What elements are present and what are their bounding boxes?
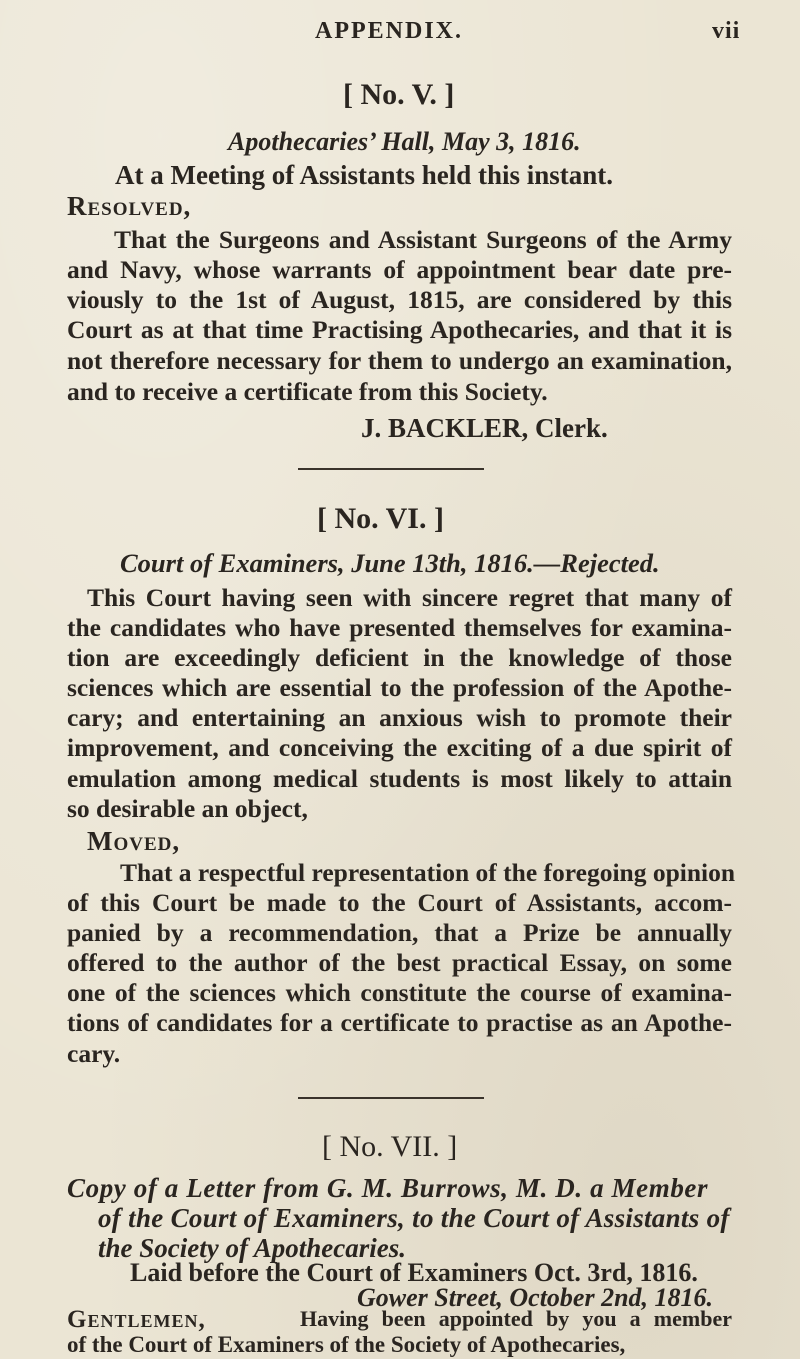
section-vi-moved-line-7: cary.: [67, 1039, 121, 1068]
page-number: vii: [712, 18, 741, 44]
section-divider: [298, 1097, 484, 1099]
section-v-date-line: Apothecaries’ Hall, May 3, 1816.: [228, 127, 581, 156]
section-vii-title-line-3: the Society of Apothecaries.: [98, 1233, 406, 1263]
section-v-line-2: and Navy, whose warrants of appointment bear date pre-: [67, 255, 732, 284]
section-v-signature: J. BACKLER, Clerk.: [361, 413, 608, 443]
section-vi-moved-line-4: offered to the author of the best practical Essay, on some: [67, 948, 732, 977]
section-number-vii: [ No. VII. ]: [322, 1130, 458, 1163]
section-vii-laid-line: Laid before the Court of Examiners Oct. 3rd, 1816.: [130, 1258, 698, 1287]
running-header-title: APPENDIX.: [315, 18, 463, 44]
section-vi-line-2: the candidates who have presented themselves for examina-: [67, 613, 732, 642]
section-number-vi: [ No. VI. ]: [317, 502, 444, 535]
section-vi-line-8: so desirable an object,: [67, 794, 308, 823]
section-vi-line-4: sciences which are essential to the profession of the Apothe-: [67, 673, 732, 702]
section-vii-line-1: Having been appointed by you a member: [300, 1306, 732, 1331]
section-v-line-6: and to receive a certificate from this Society.: [67, 377, 548, 406]
section-vi-moved-line-5: one of the sciences which constitute the course of examina-: [67, 978, 732, 1007]
section-v-line-1: That the Surgeons and Assistant Surgeons of the Army: [114, 225, 732, 254]
section-vi-line-6: improvement, and conceiving the exciting of a due spirit of: [67, 733, 732, 762]
section-vi-moved-line-6: tions of candidates for a certificate to practise as an Apothe-: [67, 1008, 732, 1037]
section-vi-line-5: cary; and entertaining an anxious wish to promote their: [67, 703, 732, 732]
section-number-v: [ No. V. ]: [343, 78, 455, 111]
section-v-resolved: Resolved,: [67, 191, 192, 221]
section-vii-salutation: Gentlemen,: [67, 1306, 206, 1333]
section-vi-moved: Moved,: [87, 826, 181, 856]
section-v-line-5: not therefore necessary for them to undergo an examination,: [67, 346, 732, 375]
section-vii-line-2: of the Court of Examiners of the Society of Apothecaries,: [67, 1332, 626, 1357]
section-divider: [298, 468, 484, 470]
section-v-line-4: Court as at that time Practising Apothecaries, and that it is: [67, 315, 732, 344]
section-vii-title-line-2: of the Court of Examiners, to the Court of Assistants of: [98, 1203, 730, 1233]
section-vii-title-line-1: Copy of a Letter from G. M. Burrows, M. D. a Member: [67, 1173, 709, 1203]
section-vi-line-3: tion are exceedingly deficient in the knowledge of those: [67, 643, 732, 672]
section-vi-moved-line-2: of this Court be made to the Court of Assistants, accom-: [67, 888, 732, 917]
section-v-line-3: viously to the 1st of August, 1815, are considered by this: [67, 285, 732, 314]
section-vi-line-7: emulation among medical students is most likely to attain: [67, 764, 732, 793]
section-vii-address-line: Gower Street, October 2nd, 1816.: [357, 1283, 714, 1312]
section-vi-line-1: This Court having seen with sincere regret that many of: [87, 583, 732, 612]
section-vi-date-line: Court of Examiners, June 13th, 1816.—Rejected.: [120, 548, 660, 578]
section-v-meeting-line: At a Meeting of Assistants held this instant.: [115, 160, 614, 190]
section-vi-moved-line-1: That a respectful representation of the foregoing opinion: [120, 858, 736, 887]
section-vi-moved-line-3: panied by a recommendation, that a Prize be annually: [67, 918, 732, 947]
